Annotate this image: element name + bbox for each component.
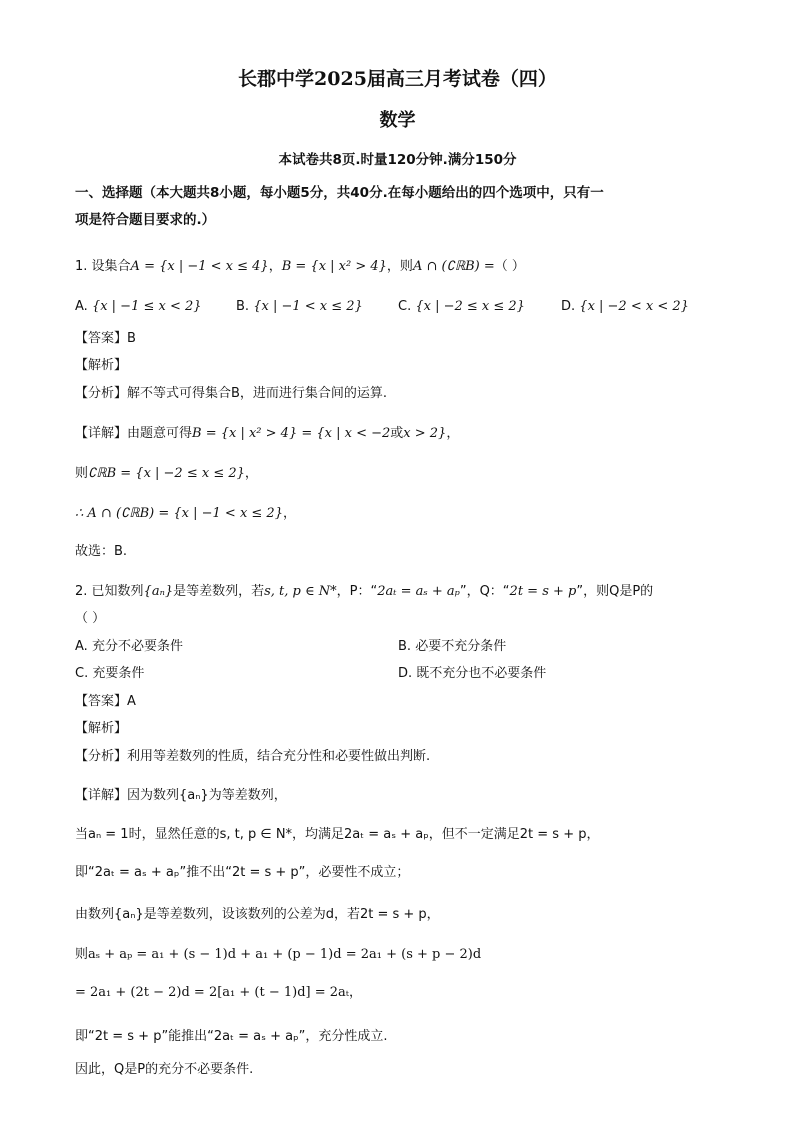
q1-analysis: 【分析】解不等式可得集合B，进而进行集合间的运算. (75, 386, 388, 401)
q2-option-d (398, 665, 546, 683)
q2-detail-6: = 2a₁ + (2t − 2)d = 2[a₁ + (t − 1)d] = 2aₜ， (75, 985, 362, 1000)
q2-analysis: 【分析】利用等差数列的性质，结合充分性和必要性做出判断. (75, 749, 431, 764)
q2-answer: 【答案】A (75, 694, 136, 709)
q1-stem (75, 258, 525, 276)
q2-option-b (398, 638, 506, 656)
q1-option-a-text: {x | −1 ≤ x < 2} (91, 299, 202, 314)
q2-seq: {aₙ} (143, 584, 174, 599)
q2-option-c (75, 665, 144, 683)
q1-choose: 故选：B. (75, 544, 128, 559)
q2-detail-4: 由数列{aₙ}是等差数列，设该数列的公差为d，若2t = s + p， (75, 907, 440, 922)
q2-option-b-label: B. (398, 639, 412, 654)
q1-option-d-text: {x | −2 < x < 2} (579, 299, 689, 314)
q1-detail1-end: ， (446, 426, 460, 441)
q1-option-b (236, 298, 363, 316)
q2-option-c-text: 充要条件 (92, 666, 145, 681)
q1-detail2-end: ， (244, 466, 258, 481)
q2-stem-c: ，P：“ (336, 584, 378, 599)
q2-option-d-label: D. (398, 666, 413, 681)
q1-detail1-or: 或 (390, 426, 404, 441)
q2-option-a-label: A. (75, 639, 88, 654)
q1-option-b-text: {x | −1 < x ≤ 2} (253, 299, 363, 314)
q2-detail-5: 则aₛ + aₚ = a₁ + (s − 1)d + a₁ + (p − 1)d = 2a₁ + (s + p − 2)d (75, 947, 482, 962)
subject-title: 数学 (379, 110, 416, 131)
q1-detail1-prefix: 【详解】由题意可得 (75, 426, 193, 441)
q2-detail-3: 即“2aₜ = aₛ + aₚ”推不出“2t = s + p”，必要性不成立； (75, 865, 410, 880)
q1-detail-3 (75, 505, 296, 523)
q2-option-d-text: 既不充分也不必要条件 (416, 666, 547, 681)
q2-stem (75, 583, 653, 601)
q2-detail-7: 即“2t = s + p”能推出“2aₜ = aₛ + aₚ”，充分性成立. (75, 1029, 388, 1044)
q1-answer: 【答案】B (75, 331, 136, 346)
q2-detail-8: 因此，Q是P的充分不必要条件. (75, 1062, 254, 1077)
q2-stem-e: ”，则Q是P的 (576, 584, 654, 599)
q1-option-a-label: A. (75, 299, 88, 314)
q2-option-c-label: C. (75, 666, 89, 681)
q1-option-d (561, 298, 689, 316)
q1-comma1: ， (268, 259, 282, 274)
q1-detail2-prefix: 则 (75, 466, 89, 481)
q1-option-c-text: {x | −2 ≤ x ≤ 2} (415, 299, 525, 314)
q1-expr: A ∩ (∁ℝB) = (412, 259, 495, 274)
q2-option-a-text: 充分不必要条件 (91, 639, 183, 654)
q2-paren: （ ） (75, 611, 106, 626)
q2-cond: s, t, p ∈ N* (264, 584, 337, 599)
q2-option-a (75, 638, 183, 656)
q1-option-d-label: D. (561, 299, 576, 314)
q2-option-b-text: 必要不充分条件 (415, 639, 507, 654)
q1-stem-prefix: 1. 设集合 (75, 259, 131, 274)
q1-option-c (398, 298, 525, 316)
q1-option-c-label: C. (398, 299, 412, 314)
q1-analysis-tag: 【解析】 (75, 358, 128, 373)
q2-detail-2: 当aₙ = 1时，显然任意的s, t, p ∈ N*，均满足2aₜ = aₛ + aₚ，但不一定满足2t = s + p， (75, 827, 600, 842)
q2-q-expr: 2t = s + p (509, 584, 577, 599)
section-heading-line1: 一、选择题（本大题共8小题，每小题5分，共40分.在每小题给出的四个选项中，只有一 (75, 185, 604, 201)
q1-detail-1 (75, 425, 459, 443)
q2-p-expr: 2aₜ = aₛ + aₚ (377, 584, 460, 599)
q1-detail1-math: B = {x | x² > 4} = {x | x < −2 (192, 426, 391, 441)
q2-analysis-tag: 【解析】 (75, 721, 128, 736)
exam-title: 长郡中学2025届高三月考试卷（四） (238, 68, 557, 90)
q2-stem-b: 是等差数列，若 (173, 584, 265, 599)
q1-option-a (75, 298, 202, 316)
q1-detail-2 (75, 465, 258, 483)
section-heading-line2: 项是符合题目要求的.） (75, 212, 216, 228)
q1-set-b: B = {x | x² > 4} (281, 259, 387, 274)
q2-stem-d: ”，Q：“ (459, 584, 510, 599)
q1-comma2: ，则 (386, 259, 413, 274)
exam-info: 本试卷共8页.时量120分钟.满分150分 (278, 152, 517, 168)
q2-detail-1: 【详解】因为数列{aₙ}为等差数列， (75, 788, 287, 803)
q1-paren: （ ） (494, 259, 525, 274)
q1-set-a: A = {x | −1 < x ≤ 4} (130, 259, 269, 274)
q1-detail1-math2: x > 2} (403, 426, 447, 441)
q1-detail3-math: ∴ A ∩ (∁ℝB) = {x | −1 < x ≤ 2} (75, 506, 283, 521)
q2-stem-a: 2. 已知数列 (75, 584, 144, 599)
q1-detail3-end: ， (282, 506, 296, 521)
q1-detail2-math: ∁ℝB = {x | −2 ≤ x ≤ 2} (88, 466, 245, 481)
q1-option-b-label: B. (236, 299, 250, 314)
